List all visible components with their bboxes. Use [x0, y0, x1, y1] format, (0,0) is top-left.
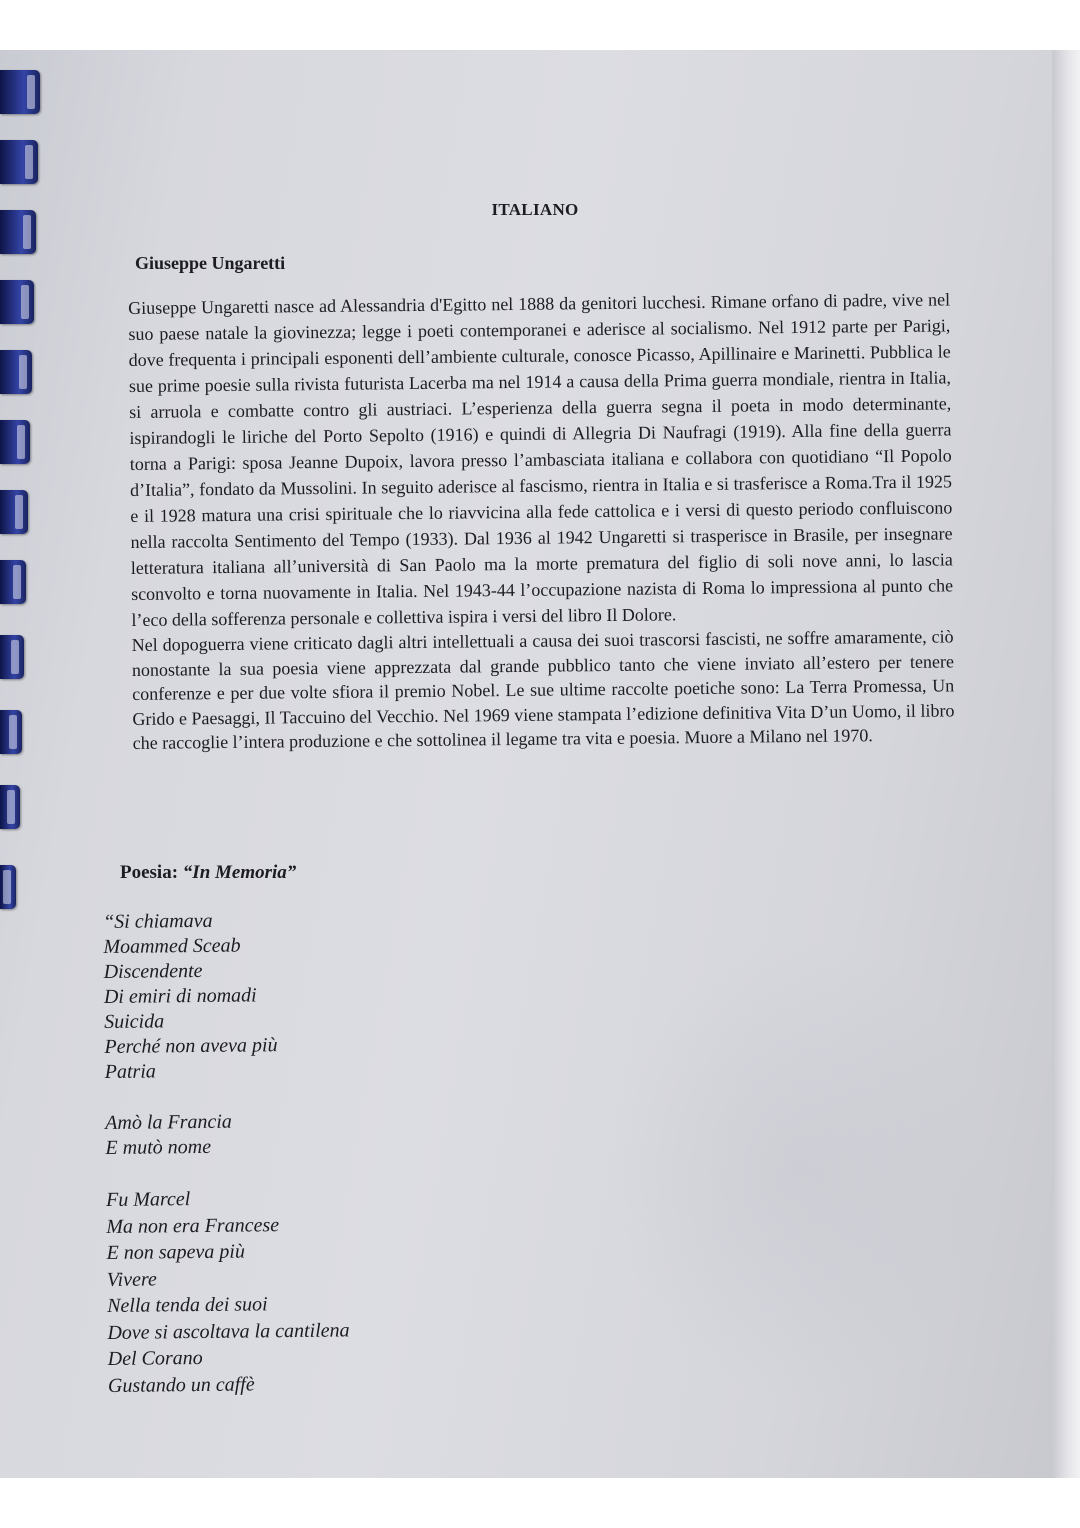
poem-line: Perché non aveva più [104, 1034, 278, 1058]
section-heading-author: Giuseppe Ungaretti [135, 253, 286, 273]
poem-stanza [106, 1184, 350, 1399]
poem-line: Del Corano [107, 1346, 203, 1370]
biography-paragraph: Giuseppe Ungaretti nasce ad Alessandria d'Egitto nel 1888 da genitori lucchesi. Rimane orfano di padre, vive nel suo paese natale la giovinezza; legge i poeti contemporanei e aderisce al socialismo. Nel 1912 parte per Parigi, dove frequenta i principali esponenti dell’ambiente culturale, conosce Picasso, Apillinaire e Marinetti. Pubblica le sue prime poesie sulla rivista futurista Lacerba ma nel 1914 a causa della Prima guerra mondiale, rientra in Italia, si arruola e combatte contro gli austriaci. L’esperienza della guerra segna il poeta in modo determinante, ispirandogli le liriche del Porto Sepolto (1916) e quindi di Allegria Di Naufragi (1919). Alla fine della guerra torna a Parigi: sposa Jeanne Dupoix, lavora presso l’ambasciata italiana e collabora con quotidiano “Il Popolo d’Italia”, fondato da Mussolini. In seguito aderisce al fascismo, rientra in Italia e si trasferisce a Roma.Tra il 1925 e il 1928 matura una crisi spirituale che lo riavvicina alla fede cattolica e i versi di questo periodo confluiscono nella raccolta Sentimento del Tempo (1933). Dal 1936 al 1942 Ungaretti si trasperisce in Brasile, per insegnare letteratura italiana all’università di San Paolo ma la morte prematura del figlio di soli nove anni, lo lascia sconvolto e torna nuovamente in Italia. Nel 1943-44 l’occupazione nazista di Roma lo impressiona al punto che l’eco della sofferenza personale e collettiva ispira i versi del libro Il Dolore. [128, 289, 954, 630]
poem-label: Poesia: [120, 862, 179, 883]
poem-line: Patria [104, 1060, 156, 1083]
poem-line: “Si chiamava [103, 909, 213, 933]
poem-line: Discendente [103, 959, 203, 983]
poem-title: “In Memoria” [182, 862, 297, 883]
page-title: ITALIANO [491, 200, 579, 219]
poem-line: E non sapeva più [106, 1240, 246, 1264]
poem-stanza [103, 907, 347, 1085]
poem-line: Amò la Francia [105, 1110, 232, 1134]
poem-line: Vivere [106, 1267, 157, 1291]
poem-line: Dove si ascoltava la cantilena [107, 1318, 350, 1344]
poem-heading [120, 862, 296, 884]
poem-line: Ma non era Francese [106, 1213, 280, 1238]
poem-stanza [105, 1108, 348, 1161]
poem-text [103, 907, 351, 1425]
biography-paragraph: Nel dopoguerra viene criticato dagli altri intellettuali a causa dei suoi trascorsi fascisti, ne soffre amaramente, ciò nonostante la sua poesia viene apprezzata dal grande pubblico tanto che viene inviato all’estero per tenere conferenze e per due volte sfiora il premio Nobel. Le sue ultime raccolte poetiche sono: La Terra Promessa, Un Grido e Paesaggi, Il Taccuino del Vecchio. Nel 1969 viene stampata l’edizione definitiva Vita D’un Uomo, il libro che raccoglie l’intera produzione e che sottolinea il legame tra vita e poesia. Muore a Milano nel 1970. [131, 626, 955, 753]
poem-line: Moammed Sceab [103, 934, 241, 958]
poem-line: Suicida [104, 1010, 165, 1033]
poem-line: E mutò nome [105, 1135, 212, 1159]
poem-line: Gustando un caffè [107, 1372, 255, 1397]
poem-line: Fu Marcel [105, 1188, 191, 1211]
poem-line: Nella tenda dei suoi [107, 1293, 268, 1317]
biography-text [128, 286, 955, 755]
poem-line: Di emiri di nomadi [103, 984, 257, 1008]
